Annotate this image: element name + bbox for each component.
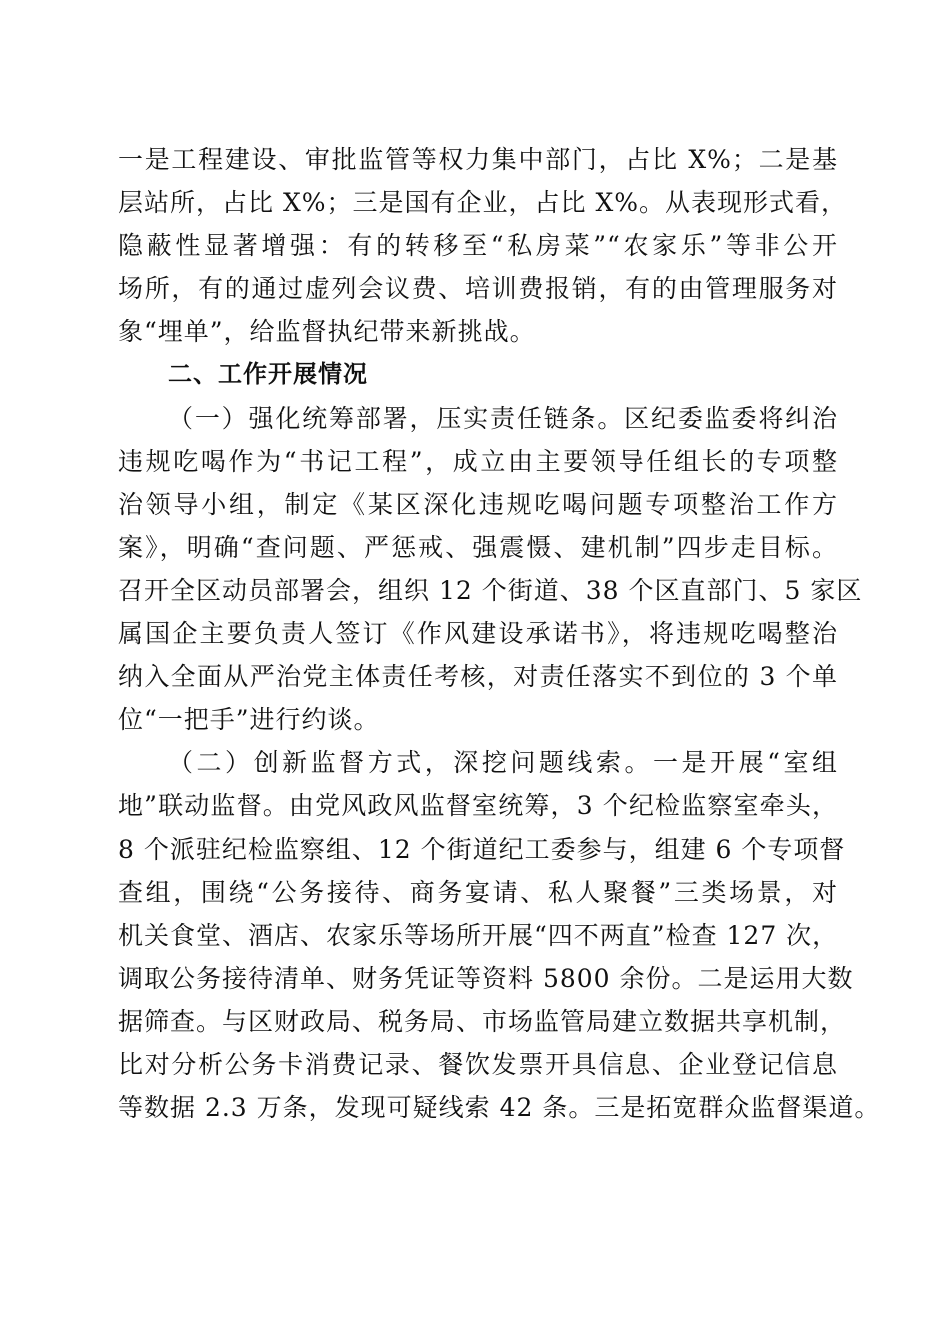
- text-line: 机关食堂、酒店、农家乐等场所开展“四不两直”检查 127 次，: [118, 920, 839, 950]
- text-line: 象“埋单”，给监督执纪带来新挑战。: [118, 317, 536, 347]
- section-heading: 二、工作开展情况: [168, 360, 368, 389]
- text-line: 地”联动监督。由党风政风监督室统筹，3 个纪检监察室牵头，: [118, 791, 838, 821]
- paragraph-background: [118, 138, 848, 353]
- text-line: 等数据 2.3 万条，发现可疑线索 42 条。三是拓宽群众监督渠道。: [118, 1093, 881, 1123]
- paragraph-supervision: [118, 741, 881, 1129]
- text-line: 查组，围绕“公务接待、商务宴请、私人聚餐”三类场景，对: [118, 877, 838, 907]
- text-line: 召开全区动员部署会，组织 12 个街道、38 个区直部门、5 家区: [118, 575, 863, 605]
- text-line: 调取公务接待清单、财务凭证等资料 5800 余份。二是运用大数: [118, 963, 854, 993]
- text-line: 属国企主要负责人签订《作风建设承诺书》，将违规吃喝整治: [118, 619, 838, 649]
- text-line: 位“一把手”进行约谈。: [118, 705, 380, 735]
- text-line: 据筛查。与区财政局、税务局、市场监管局建立数据共享机制，: [118, 1006, 847, 1036]
- text-line: 一是工程建设、审批监管等权力集中部门，占比 X%；二是基: [118, 145, 838, 174]
- paragraph-coordination: [118, 397, 863, 742]
- text-line: 隐蔽性显著增强：有的转移至“私房菜”“农家乐”等非公开: [118, 231, 838, 261]
- text-line: 纳入全面从严治党主体责任考核，对责任落实不到位的 3 个单: [118, 662, 838, 692]
- text-line: 比对分析公务卡消费记录、餐饮发票开具信息、企业登记信息: [118, 1049, 838, 1079]
- text-line: 违规吃喝作为“书记工程”，成立由主要领导任组长的专项整: [118, 446, 838, 476]
- document-body: [118, 138, 881, 1129]
- text-line: （一）强化统筹部署，压实责任链条。区纪委监委将纠治: [168, 403, 838, 433]
- text-line: 8 个派驻纪检监察组、12 个街道纪工委参与，组建 6 个专项督: [118, 834, 846, 864]
- text-line: 层站所，占比 X%；三是国有企业，占比 X%。从表现形式看，: [118, 188, 848, 218]
- text-line: 案》，明确“查问题、严惩戒、强震慑、建机制”四步走目标。: [118, 532, 838, 562]
- text-line: （二）创新监督方式，深挖问题线索。一是开展“室组: [168, 748, 838, 778]
- text-line: 治领导小组，制定《某区深化违规吃喝问题专项整治工作方: [118, 489, 838, 519]
- text-line: 场所，有的通过虚列会议费、培训费报销，有的由管理服务对: [118, 274, 838, 304]
